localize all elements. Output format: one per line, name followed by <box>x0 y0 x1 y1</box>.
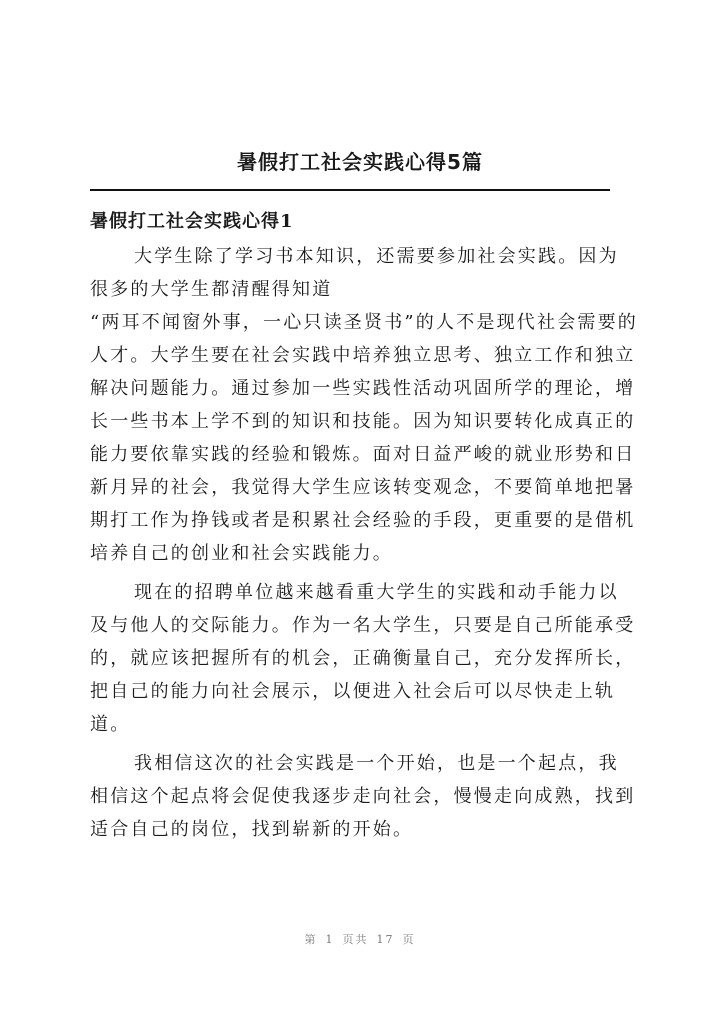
page-label-middle: 页共 <box>342 933 369 946</box>
section-heading: 暑假打工社会实践心得1 <box>90 211 294 232</box>
paragraph-1: 大学生除了学习书本知识，还需要参加社会实践。因为很多的大学生都清醒得知道 <box>90 246 619 300</box>
paragraph-3: 现在的招聘单位越来越看重大学生的实践和动手能力以及与他人的交际能力。作为一名大学生，只要是自己所能承受的，就应该把握所有的机会，正确衡量自己，充分发挥所长，把自己的能力向社会展示，以便进入社会后可以尽快走上轨道。 <box>90 582 636 735</box>
document-title: 暑假打工社会实践心得5篇 <box>237 150 483 174</box>
document-body <box>90 240 638 846</box>
page-label-suffix: 页 <box>402 933 416 946</box>
total-pages-number: 17 <box>376 933 395 946</box>
page-label-prefix: 第 <box>304 933 318 946</box>
title-divider <box>90 189 610 191</box>
page-footer <box>0 931 720 947</box>
current-page-number: 1 <box>325 933 335 946</box>
paragraph-4: 我相信这次的社会实践是一个开始，也是一个起点，我相信这个起点将会促使我逐步走向社会，慢慢走向成熟，找到适合自己的岗位，找到崭新的开始。 <box>90 753 636 840</box>
paragraph-2: “两耳不闻窗外事，一心只读圣贤书”的人不是现代社会需要的人才。大学生要在社会实践中培养独立思考、独立工作和独立解决问题能力。通过参加一些实践性活动巩固所学的理论，增长一些书本上学不到的知识和技能。因为知识要转化成真正的能力要依靠实践的经验和锻炼。面对日益严峻的就业形势和日新月异的社会，我觉得大学生应该转变观念，不要简单地把暑期打工作为挣钱或者是积累社会经验的手段，更重要的是借机培养自己的创业和社会实践能力。 <box>90 312 639 564</box>
